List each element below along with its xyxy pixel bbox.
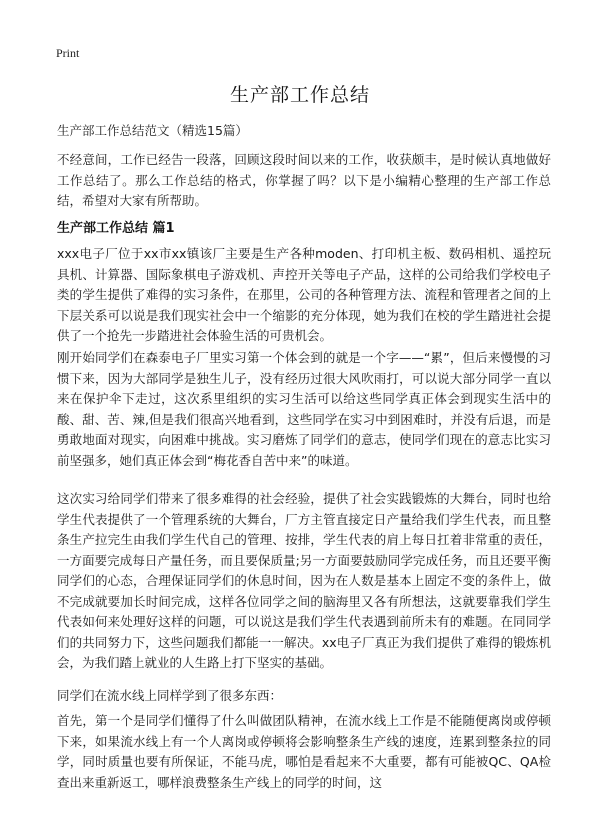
intro-paragraph: 不经意间，工作已经告一段落，回顾这段时间以来的工作，收获颇丰，是时候认真地做好工作总结了。那么工作总结的格式，你掌握了吗？以下是小编精心整理的生产部工作总结，希望对大家有所帮助。 — [57, 152, 551, 208]
page-title: 生产部工作总结 — [229, 84, 370, 106]
body-paragraph: 刚开始同学们在森泰电子厂里实习第一个体会到的就是一个字——“累”，但后来慢慢的习惯下来，因为大部同学是独生儿子，没有经历过很大风吹雨打，可以说大部分同学一直以来在保护伞下走过，这次系里组织的实习生活可以给这些同学真正体会到现实生活中的酸、甜、苦、辣,但是我们很高兴地看到，这些同学在实习中到困难时，并没有后退，而是勇敢地面对现实，向困难中挑战。实习磨炼了同学们的意志，使同学们现在的意志比实习前坚强多，她们真正体会到“梅花香自苦中来”的味道。 — [57, 350, 551, 468]
print-label[interactable]: Print — [56, 46, 80, 60]
document-subtitle: 生产部工作总结范文（精选15篇） — [57, 123, 248, 138]
body-paragraph: xxx电子厂位于xx市xx镇该厂主要是生产各种moden、打印机主板、数码相机、遥控玩具机、计算器、国际象棋电子游戏机、声控开关等电子产品，这样的公司给我们学校电子类的学生提供了难得的实习条件，在那里，公司的各种管理方法、流程和管理者之间的上下层关系可以说是我们现实社会中一个缩影的充分体现，她为我们在校的学生踏进社会提供了一个抢先一步踏进社会体验生活的可贵机会。 — [57, 246, 551, 343]
body-paragraph: 这次实习给同学们带来了很多难得的社会经验，提供了社会实践锻炼的大舞台，同时也给学生代表提供了一个管理系统的大舞台，厂方主管直接定日产量给我们学生代表，而且整条生产拉完生由我们学生代自己的管理、按排，学生代表的肩上每日扛着非常重的责任，一方面要完成每日产量任务，而且要保质量;另一方面要鼓励同学完成任务，而且还要平衡同学们的心态，合理保证同学们的休息时间，因为在人数是基本上固定不变的条件上，做不完成就要加长时间完成，这样各位同学之间的脑海里又各有所想法，这就要靠我们学生代表如何来处理好这样的问题，可以说这是我们学生代表遇到前所未有的难题。在同同学们的共同努力下，这些问题我们都能一一解决。xx电子厂真正为我们提供了难得的锻炼机会，为我们踏上就业的人生路上打下坚实的基础。 — [57, 491, 551, 670]
body-paragraph: 同学们在流水线上同样学到了很多东西： — [57, 688, 283, 703]
body-paragraph: 首先，第一个是同学们懂得了什么叫做团队精神，在流水线上工作是不能随便离岗或停顿下来，如果流水线上有一个人离岗或停顿将会影响整条生产线的速度，连累到整条拉的同学，同时质量也要有所保证，不能马虎，哪怕是看起来不大重要，都有可能被QC、QA检查出来重新返工，哪样浪费整条生产线上的同学的时间，这 — [57, 713, 551, 790]
section-heading: 生产部工作总结 篇1 — [57, 221, 175, 236]
